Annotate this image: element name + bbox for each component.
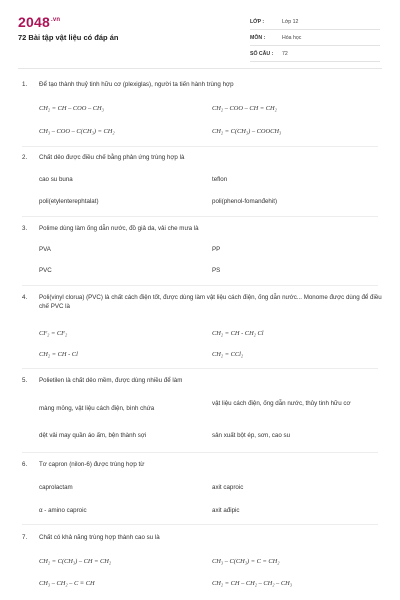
meta-row-class — [250, 14, 380, 30]
document-title: 72 Bài tập vật liệu có đáp án — [18, 33, 119, 42]
question-text: Polime dùng làm ống dẫn nước, đồ giả da, vải che mưa là — [39, 225, 199, 232]
question-text: Poli(vinyl clorua) (PVC) là chất cách điện tốt, được dùng làm vật liệu cách điện, ống dẫn nước... Monome được dùng để điều chế PVC là — [39, 294, 382, 310]
meta-row-count — [250, 46, 380, 62]
option-c[interactable]: CH₂ = CH - Cl — [39, 351, 78, 358]
question-separator — [22, 368, 378, 369]
question-separator — [22, 146, 378, 147]
question-separator — [22, 285, 378, 286]
question-text: Chất có khả năng trùng hợp thành cao su là — [39, 534, 160, 541]
option-b[interactable]: PP — [212, 246, 221, 253]
question-stem — [22, 80, 377, 89]
logo-domain: .vn — [50, 17, 61, 24]
question-number: 4. — [22, 294, 28, 301]
meta-key: MÔN : — [250, 34, 266, 41]
meta-key: SỐ CÂU : — [250, 50, 274, 57]
question-number: 5. — [22, 377, 28, 384]
option-c[interactable]: PVC — [39, 267, 52, 274]
option-a[interactable]: CF₂ = CF₂ — [39, 330, 68, 337]
question-separator — [22, 452, 378, 453]
question-text: Tơ capron (nilon-6) được trùng hợp từ — [39, 461, 145, 468]
question-text: Polietilen là chất dẻo mềm, được dùng nhiều để làm — [39, 377, 183, 384]
meta-value: Lớp 12 — [282, 18, 299, 25]
question-number: 3. — [22, 225, 28, 232]
option-a[interactable]: cao su buna — [39, 176, 73, 183]
meta-value: 72 — [282, 50, 288, 57]
question-separator — [22, 216, 378, 217]
option-d[interactable]: CH₂ = C(CH₃) – COOCH₃ — [212, 128, 282, 135]
option-b[interactable]: axit caproic — [212, 484, 244, 491]
option-c[interactable]: dệt vải may quần áo ấm, bện thành sợi — [39, 432, 147, 439]
meta-row-subject — [250, 30, 380, 46]
option-c[interactable]: CH₃ – CH₂ – C ≡ CH — [39, 580, 95, 587]
question-number: 2. — [22, 154, 28, 161]
option-d[interactable]: poli(phenol-fomanđehit) — [212, 198, 278, 205]
option-d[interactable]: sản xuất bột ép, sơn, cao su — [212, 432, 291, 439]
option-d[interactable]: CH₂ = CH – CH₂ – CH₂ – CH₃ — [212, 580, 292, 587]
meta-table — [250, 14, 380, 62]
option-a[interactable]: PVA — [39, 246, 51, 253]
question-separator — [22, 524, 378, 525]
question-stem — [22, 293, 382, 310]
question-number: 6. — [22, 461, 28, 468]
header — [0, 0, 400, 66]
logo-text: 2048 — [18, 14, 50, 30]
option-a[interactable]: màng mỏng, vật liệu cách điện, bình chứa — [39, 405, 155, 412]
option-c[interactable]: CH₃ – COO – C(CH₃) = CH₂ — [39, 128, 115, 135]
question-stem — [22, 460, 377, 469]
option-b[interactable]: CH₂ – COO – CH = CH₂ — [212, 105, 277, 112]
option-d[interactable]: CH₂ = CCl₂ — [212, 351, 244, 358]
option-d[interactable]: PS — [212, 267, 221, 274]
option-a[interactable]: CH₂ = C(CH₃) – CH = CH₂ — [39, 558, 112, 565]
question-stem — [22, 376, 377, 385]
question-stem — [22, 153, 377, 162]
question-stem — [22, 533, 377, 542]
question-text: Để tạo thành thuỷ tinh hữu cơ (plexiglas), người ta tiến hành trùng hợp — [39, 81, 234, 88]
option-b[interactable]: teflon — [212, 176, 228, 183]
meta-value: Hóa học — [282, 34, 302, 41]
question-stem — [22, 224, 377, 233]
option-b[interactable]: CH₂ = CH - CH₂ Cl — [212, 330, 264, 337]
header-divider — [18, 68, 382, 69]
option-c[interactable]: α - amino caproic — [39, 507, 87, 514]
option-b[interactable]: CH₃ – C(CH₃) = C = CH₂ — [212, 558, 280, 565]
site-logo[interactable] — [18, 14, 60, 30]
question-text: Chất dẻo được điều chế bằng phản ứng trùng hợp là — [39, 154, 185, 161]
option-d[interactable]: axit ađipic — [212, 507, 240, 514]
question-number: 7. — [22, 534, 28, 541]
question-number: 1. — [22, 81, 28, 88]
option-a[interactable]: caprolactam — [39, 484, 73, 491]
option-c[interactable]: poli(etylenterephtalat) — [39, 198, 99, 205]
option-a[interactable]: CH₂ = CH – COO – CH₃ — [39, 105, 104, 112]
meta-key: LỚP : — [250, 18, 265, 25]
option-b[interactable]: vật liệu cách điện, ống dẫn nước, thủy tinh hữu cơ — [212, 400, 351, 407]
